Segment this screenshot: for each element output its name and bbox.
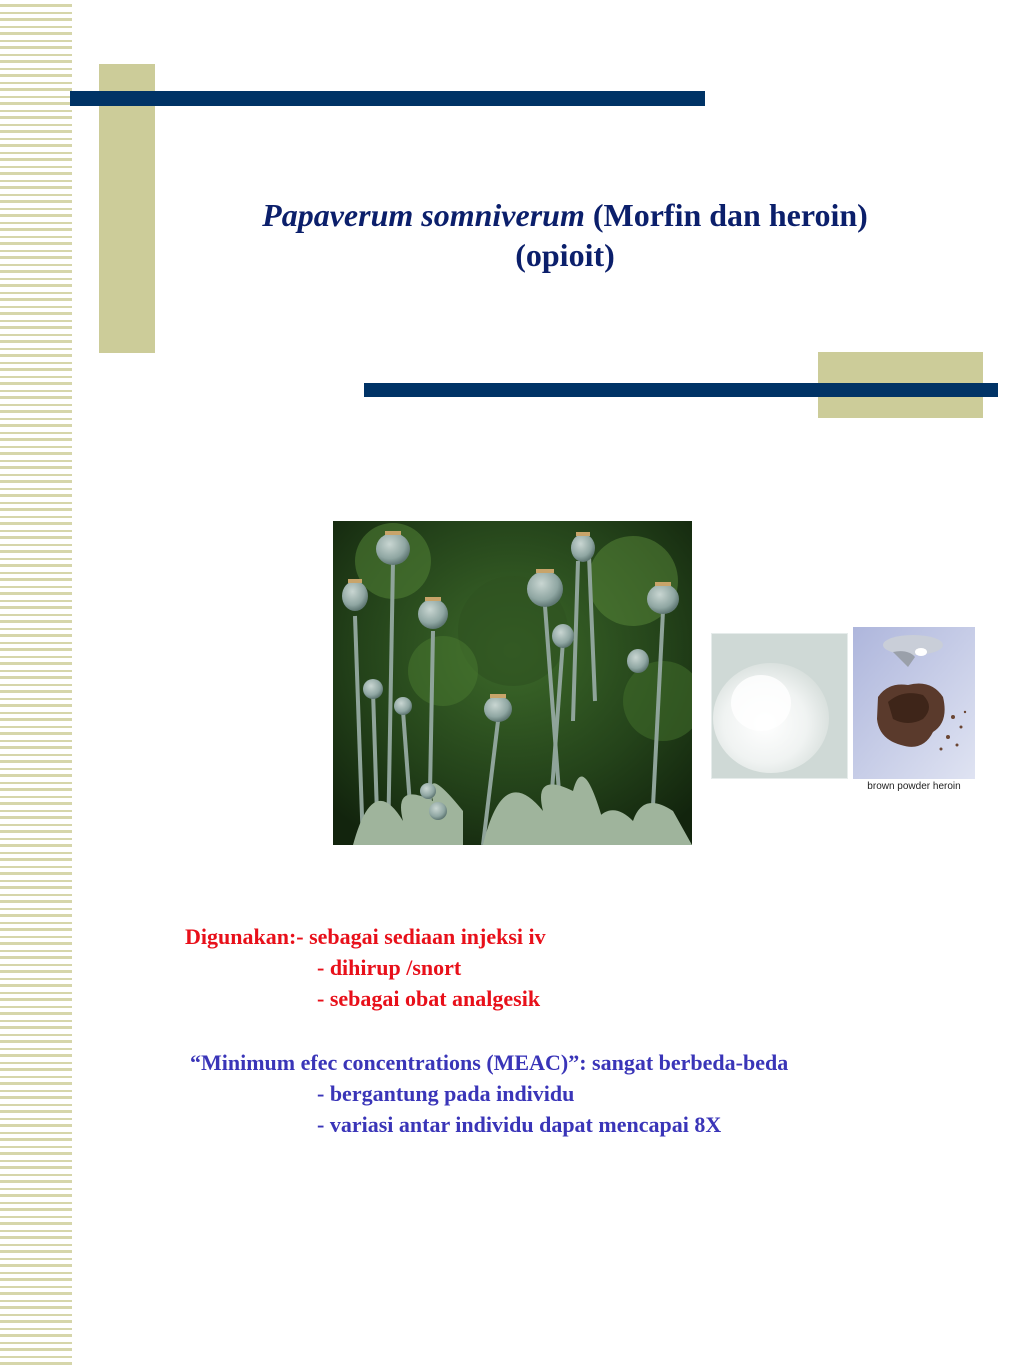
navy-bar-top: [70, 91, 705, 106]
title-species-name: Papaverum somniverum: [262, 197, 585, 233]
white-powder-photo: [711, 633, 848, 779]
navy-bar-middle: [364, 383, 998, 397]
uses-item: - sebagai obat analgesik: [317, 986, 541, 1011]
meac-section: [190, 1047, 788, 1140]
brown-powder-caption: brown powder heroin: [867, 781, 961, 792]
uses-item: - sebagai sediaan injeksi iv: [296, 924, 546, 949]
uses-section: [185, 921, 546, 1014]
title-drugs: (Morfin dan heroin): [584, 197, 868, 233]
uses-label: Digunakan:: [185, 924, 297, 949]
meac-item: - variasi antar individu dapat mencapai 8X: [317, 1112, 722, 1137]
olive-accent-block-left: [99, 64, 155, 353]
uses-item: - dihirup /snort: [317, 955, 462, 980]
meac-item: - bergantung pada individu: [317, 1081, 575, 1106]
poppy-photo: [333, 521, 692, 845]
slide-title: [150, 195, 980, 275]
striped-margin-decoration: [0, 0, 72, 1365]
brown-powder-photo: [853, 627, 975, 779]
title-line-2: (opioit): [515, 237, 615, 273]
meac-heading: “Minimum efec concentrations (MEAC)”: sangat berbeda-beda: [190, 1050, 789, 1075]
